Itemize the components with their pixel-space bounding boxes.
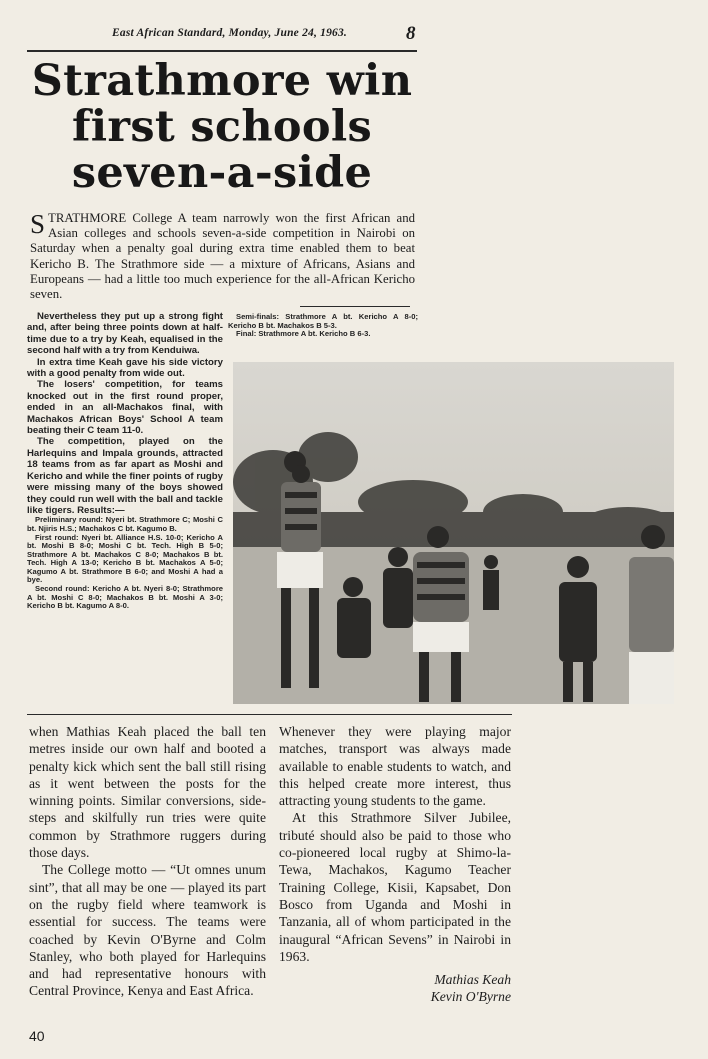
rugby-match-photo bbox=[233, 362, 674, 704]
body-paragraph: At this Strathmore Silver Jubilee, tributé should also be paid to those who co-pioneered local rugby at Shimo-la-Tewa, Machakos, Kagumo Teacher Training College, Kisii, Kapsabet, Don Bosco from Uganda and Moshi in Tanzania, all of whom participated in the inaugural “African Sevens” in Nairobi in 1963. bbox=[279, 810, 511, 964]
results-list bbox=[27, 516, 223, 611]
report-paragraph: In extra time Keah gave his side victory with a good penalty from wide out. bbox=[27, 356, 223, 380]
lede-paragraph bbox=[30, 211, 415, 302]
semifinals-text: Semi-finals: Strathmore A bt. Kericho A 8-0; Kericho B bt. Machakos B 5-3. bbox=[228, 312, 418, 330]
author-signature bbox=[279, 971, 511, 1006]
author-name-1: Mathias Keah bbox=[434, 972, 511, 988]
results-semifinals-final bbox=[228, 313, 418, 339]
report-paragraph: Nevertheless they put up a strong fight and, after being three points down at half-time due to a try by Keah, equalised in the second half with a try from Kenduiwa. bbox=[27, 311, 223, 357]
body-column-1 bbox=[29, 723, 266, 1000]
body-column-2 bbox=[279, 723, 511, 1006]
results-second-round: Second round: Kericho A bt. Nyeri 8-0; Strathmore A bt. Moshi C 8-0; Machakos B bt. Moshi A 3-0; Kericho B bt. Kagumo A 8-0. bbox=[27, 584, 223, 611]
body-paragraph: Whenever they were playing major matches, transport was always made available to enable students to watch, and this helped create more interest, thus attracting young students to the game. bbox=[279, 724, 511, 809]
headline bbox=[26, 58, 418, 196]
report-paragraph: The losers' competition, for teams knocked out in the first round proper, ended in an all-Machakos final, with Machakos African Boys' School A team beating their C team 11-0. bbox=[27, 379, 223, 437]
rugby-photo-illustration bbox=[233, 362, 674, 704]
author-name-2: Kevin O'Byrne bbox=[430, 989, 511, 1005]
body-paragraph: The College motto — “Ut omnes unum sint”, that all may be one — played its part on the rugby field where teamwork is essential for success. The teams were coached by Kevin O'Byrne and Colm Stanley, who both played for Harlequins and had representative honours with Central Province, Kenya and East Africa. bbox=[29, 862, 266, 999]
headline-line-1: Strathmore win bbox=[31, 56, 413, 106]
headline-line-3: seven-a-side bbox=[71, 148, 373, 198]
report-paragraph: The competition, played on the Harlequins and Impala grounds, attracted 18 teams from as far apart as Moshi and Kericho and while the finer points of rugby were missing many of the boys showed they could run well with the ball and tackle like tigers. Results:— bbox=[27, 436, 223, 516]
drop-cap: S bbox=[30, 209, 46, 239]
lede-text: TRATHMORE College A team narrowly won the first African and Asian colleges and schools seven-a-side competition in Nairobi on Saturday when a penalty goal during extra time enabled them to beat Kericho B. The Strathmore side — a mixture of Africans, Asians and Europeans — had a little too much experience for the all-African Kericho seven. bbox=[30, 211, 415, 302]
headline-line-2: first schools bbox=[72, 102, 372, 152]
clipping-bottom-rule bbox=[27, 714, 512, 715]
final-text: Final: Strathmore A bt. Kericho B 6-3. bbox=[236, 329, 371, 339]
report-column bbox=[27, 311, 223, 611]
body-paragraph: when Mathias Keah placed the ball ten metres inside our own half and booted a penalty kick which sent the ball still rising as it went between the posts for the winning points. Similar conversions, side-steps and skilfully run tries were quite common by Strathmore ruggers during those days. bbox=[29, 724, 266, 861]
masthead: East African Standard, Monday, June 24, 1963. bbox=[112, 27, 347, 39]
results-first-round: First round: Nyeri bt. Alliance H.S. 10-0; Kericho A bt. Moshi B 8-0; Moshi C bt. Tech. High B 5-0; Strathmore A bt. Machakos C 8-0; Machakos B bt. Tech. High A 13-0; Kericho B bt. Machakos A 5-0; Kagumo A bt. Strathmore B 6-0; and Moshi A had a bye. bbox=[27, 532, 223, 585]
header-rule bbox=[27, 50, 417, 52]
results-preliminary: Preliminary round: Nyeri bt. Strathmore C; Moshi C bt. Njiris H.S.; Machakos C bt. Kagumo B. bbox=[27, 515, 223, 533]
newspaper-page-number: 8 bbox=[406, 23, 416, 44]
page-number: 40 bbox=[29, 1028, 45, 1044]
results-rule bbox=[300, 306, 410, 307]
